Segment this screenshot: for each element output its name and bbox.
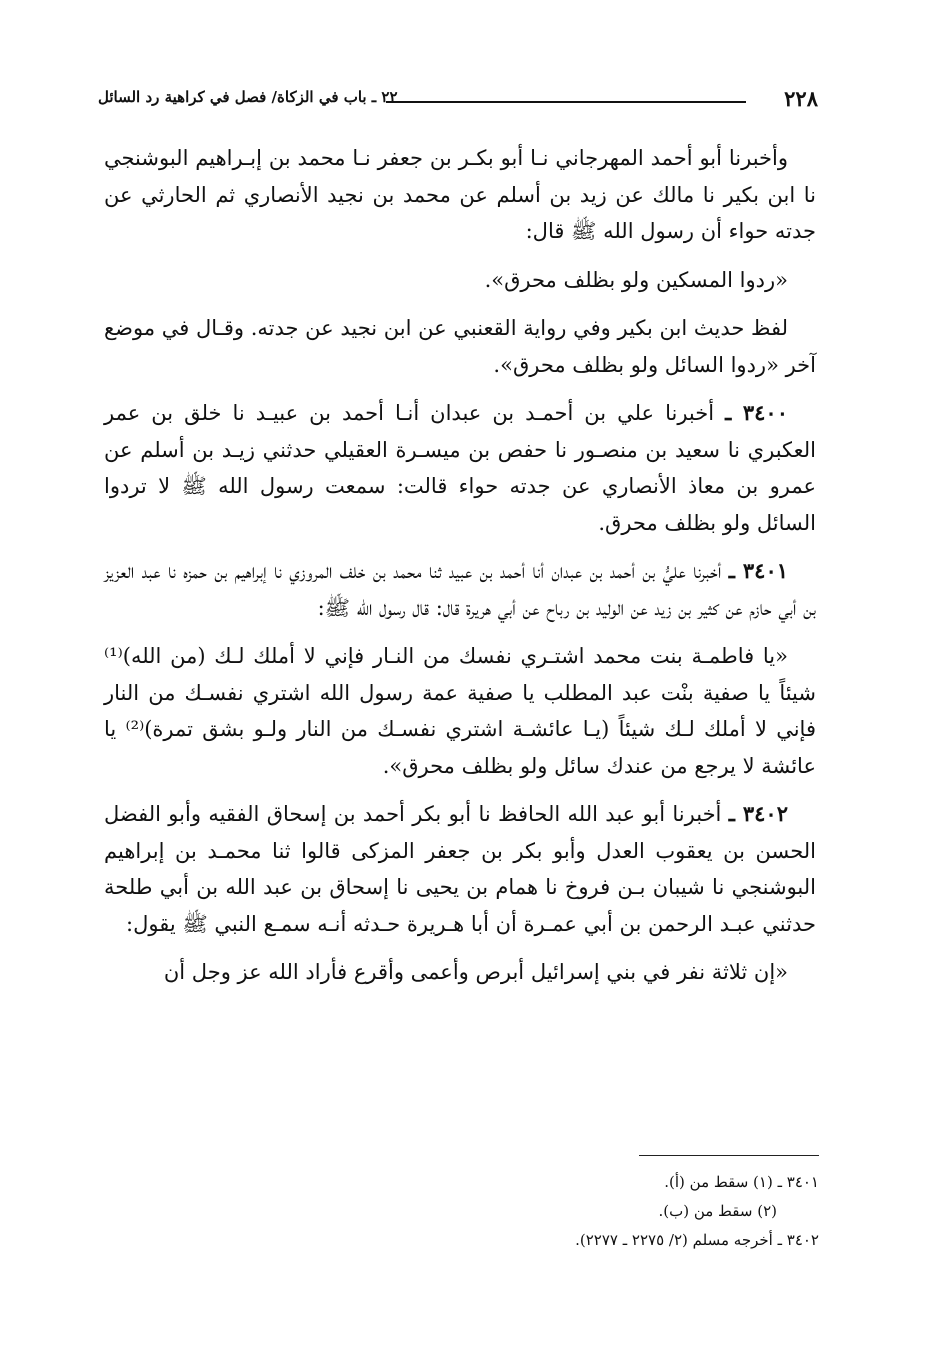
paragraph-text: وأخبرنا أبو أحمد المهرجاني نـا أبو بكـر بن جعفر نـا محمد بن إبـراهيم البوشنجي نا ابن بكير نا مالك عن زيد بن أسلم عن محمد بن نجيد الأنصاري ثم الحارثي عن جدته حواء أن رسول الله ﷺ قال: bbox=[104, 146, 816, 243]
footnote: (٢) سقط من (ب). bbox=[658, 1202, 777, 1220]
hadith-quote bbox=[104, 954, 816, 991]
running-title: ٢٢ ـ باب في الزكاة/ فصل في كراهية رد السائل bbox=[98, 88, 398, 106]
paragraph-text: أخبرنا علي بن أحمـد بن عبدان أنـا أحمد بن عبيـد نا خلق بن عمر العكبري نا سعيد بن منصـور نا حفص بن ميسـرة العقيلي حدثني زيـد بن أسلم عن عمرو بن معاذ الأنصاري عن جدته حواء قالت: سمعت رسول الله ﷺ لا تردوا السائل ولو بظلف محرق. bbox=[104, 401, 816, 535]
hadith-number: ٣٤٠٠ ـ bbox=[725, 400, 788, 425]
paragraph-text: أخبرنا عليُّ بن أحمد بن عبدان أنا أحمد بن عبيد ثنا محمد بن خلف المروزي نا إبراهيم بن حمزه نا عبد العزيز بن أبي حازم عن كثير بن زيد عن الوليد بن رباح عن أبي هريرة قال: قال رسول الله ﷺ: bbox=[104, 559, 816, 620]
footnotes bbox=[219, 1168, 819, 1255]
paragraph-text: أخبرنا أبو عبد الله الحافظ نا أبو بكر أحمد بن إسحاق الفقيه وأبو الفضل الحسن بن يعقوب العدل وأبو بكر بن جعفر المزكى قالوا ثنا محمـد بن إبراهيم البوشنجي نا شيبان بـن فروخ نا همام بن يحيى نا إسحاق بن عبد الله بن أبي طلحة حدثني عبـد الرحمن بن أبي عمـرة أن أبا هـريرة حـدثه أنـه سمـع النبي ﷺ يقول: bbox=[104, 802, 816, 936]
paragraph bbox=[104, 310, 816, 383]
paragraph bbox=[104, 140, 816, 250]
hadith-number: ٣٤٠١ ـ bbox=[728, 558, 789, 583]
main-text bbox=[104, 140, 816, 1003]
hadith-number: ٣٤٠٢ ـ bbox=[728, 801, 788, 826]
hadith-entry bbox=[104, 395, 816, 541]
footnote-divider bbox=[639, 1155, 819, 1156]
paragraph-text: لفظ حديث ابن بكير وفي رواية القعنبي عن ابن نجيد عن جدته. وقـال في موضع آخر «ردوا السائل ولو بظلف محرق». bbox=[104, 316, 816, 377]
hadith-entry bbox=[104, 553, 816, 626]
page-header bbox=[96, 84, 826, 118]
paragraph-text: «ردوا المسكين ولو بظلف محرق». bbox=[484, 267, 788, 292]
hadith-entry bbox=[104, 796, 816, 942]
paragraph-text: «إن ثلاثة نفر في بني إسرائيل أبرص وأعمى وأقرع فأراد الله عز وجل أن bbox=[163, 960, 788, 984]
footnote: ٣٤٠١ ـ (١) سقط من (أ). bbox=[664, 1173, 819, 1191]
footnote: ٣٤٠٢ ـ أخرجه مسلم (٢/ ٢٢٧٥ ـ ٢٢٧٧). bbox=[575, 1231, 819, 1249]
header-rule bbox=[386, 101, 746, 103]
hadith-quote bbox=[104, 638, 816, 784]
hadith-quote bbox=[104, 262, 816, 299]
page-number: ٢٢٨ bbox=[784, 86, 818, 111]
paragraph-text: «يا فاطمـة بنت محمد اشتـري نفسك من النـار فإني لا أملك لـك (من الله)⁽¹⁾ شيئاً يا صفية بنْت عبد المطلب يا صفية عمة رسول الله اشتري نفسـك من النار فإني لا أملك لـك شيئاً (يـا عائشـة اشتري نفسـك من النار ولـو بشق تمرة)⁽²⁾ يا عائشة لا يرجع من عندك سائل ولو بظلف محرق». bbox=[104, 644, 816, 778]
